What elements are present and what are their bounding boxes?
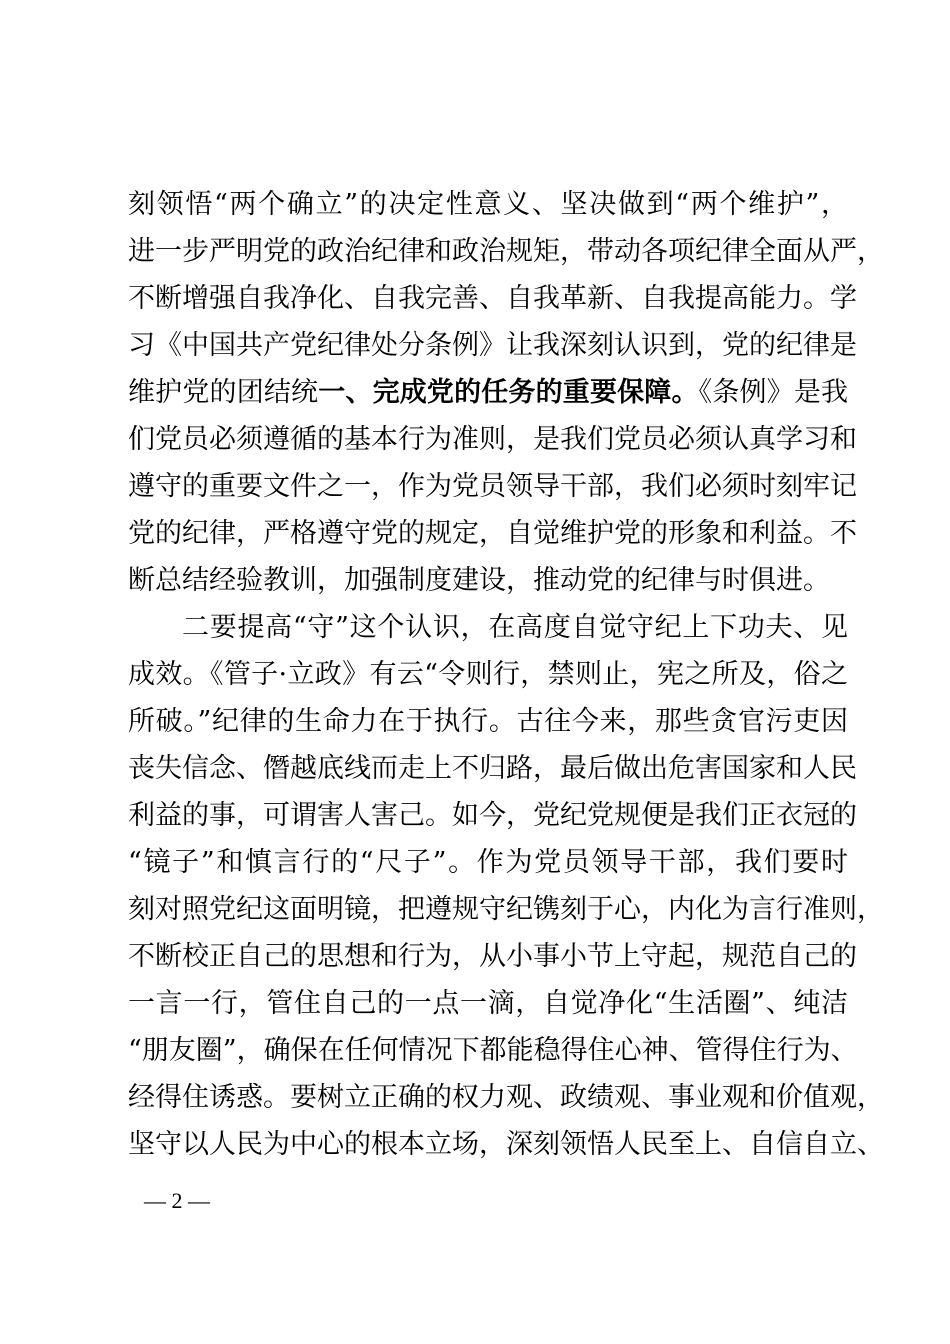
text-line: 断总结经验教训，加强制度建设，推动党的纪律与时俱进。	[128, 565, 830, 596]
text-line: 利益的事，可谓害人害己。如今，党纪党规便是我们正衣冠的	[128, 800, 857, 831]
text-line: “朋友圈”，确保在任何情况下都能稳得住心神、管得住行为、	[128, 1035, 858, 1066]
text-line: 成效。《管子·立政》有云“令则行，禁则止，宪之所及，俗之	[128, 659, 848, 690]
text-line: 遵守的重要文件之一，作为党员领导干部，我们必须时刻牢记	[128, 471, 857, 502]
text-segment: 维护党的团结统	[128, 377, 319, 408]
text-line: 习《中国共产党纪律处分条例》让我深刻认识到，党的纪律是	[128, 330, 857, 361]
text-line: 党的纪律，严格遵守党的规定，自觉维护党的形象和利益。不	[128, 518, 857, 549]
text-line: 刻领悟“两个确立”的决定性意义、坚决做到“两个维护”，	[128, 189, 848, 220]
text-line: 一言一行，管住自己的一点一滴，自觉净化“生活圈”、纯洁	[128, 988, 848, 1019]
text-line: 们党员必须遵循的基本行为准则，是我们党员必须认真学习和	[128, 424, 857, 455]
paragraph-first-line: 二要提高“守”这个认识，在高度自觉守纪上下功夫、见	[182, 612, 848, 643]
text-segment: 《条例》是我	[698, 377, 849, 408]
text-line: 经得住诱惑。要树立正确的权力观、政绩观、事业观和价值观，	[128, 1082, 884, 1113]
text-line: “镜子”和慎言行的“尺子”。作为党员领导干部，我们要时	[128, 847, 848, 878]
bold-text-segment: 一、完成党的任务的重要保障。	[318, 377, 699, 408]
text-line: 所破。”纪律的生命力在于执行。古往今来，那些贪官污吏因	[128, 706, 848, 737]
text-line-with-bold	[128, 370, 848, 415]
text-line: 坚守以人民为中心的根本立场，深刻领悟人民至上、自信自立、	[128, 1129, 884, 1160]
text-line: 丧失信念、僭越底线而走上不归路，最后做出危害国家和人民	[128, 753, 857, 784]
text-line: 进一步严明党的政治纪律和政治规矩，带动各项纪律全面从严，	[128, 236, 884, 267]
text-line: 不断增强自我净化、自我完善、自我革新、自我提高能力。学	[128, 283, 857, 314]
page-number: — 2 —	[144, 1188, 210, 1213]
text-line: 刻对照党纪这面明镜，把遵规守纪镌刻于心，内化为言行准则，	[128, 894, 884, 925]
text-line: 不断校正自己的思想和行为，从小事小节上守起，规范自己的	[128, 941, 857, 972]
